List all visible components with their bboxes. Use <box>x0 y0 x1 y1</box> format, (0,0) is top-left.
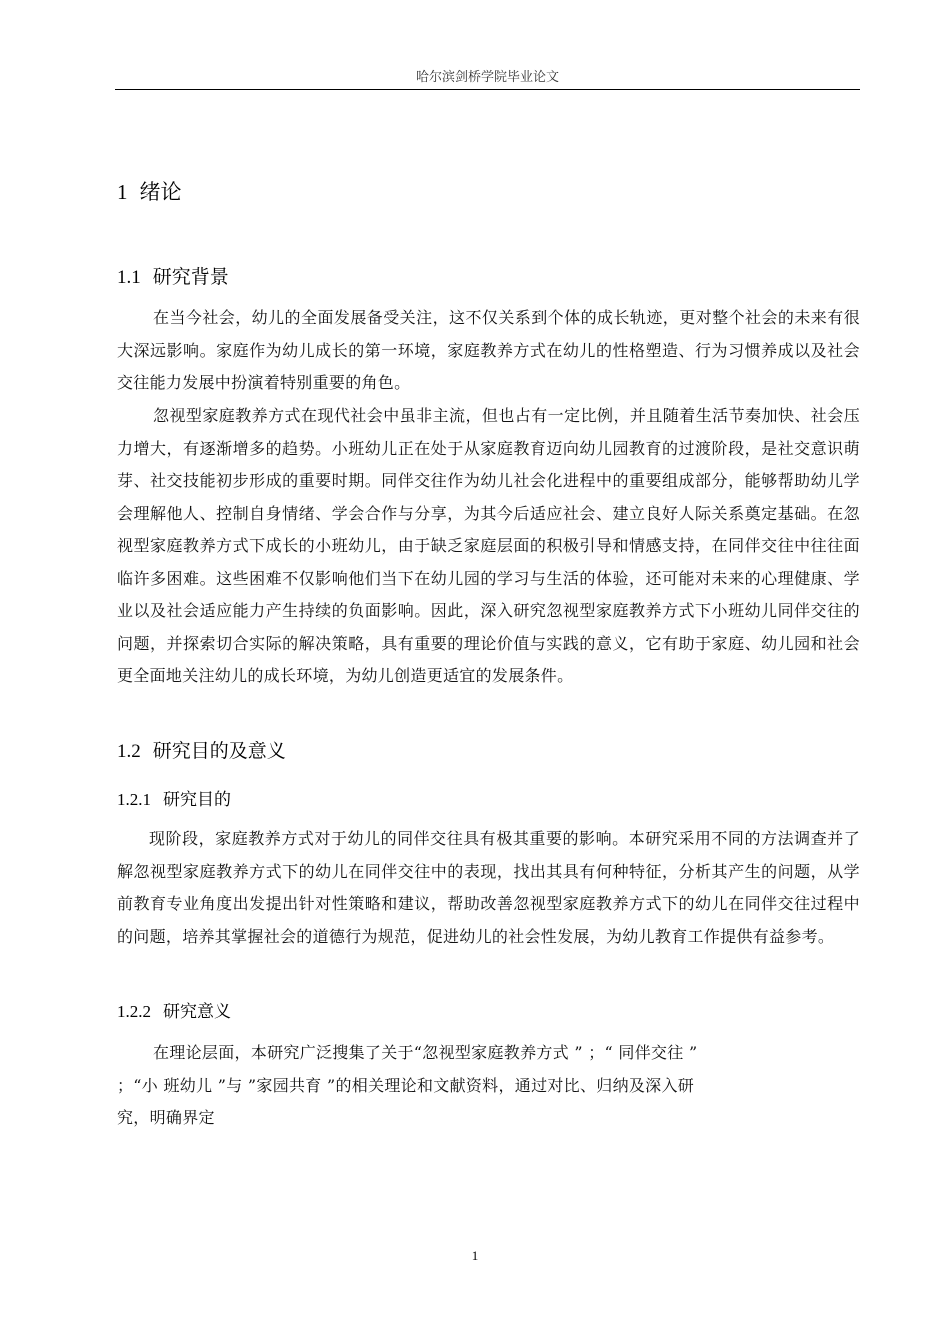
subsection-heading-1-2-1 <box>117 785 231 810</box>
running-header: 哈尔滨剑桥学院毕业论文 <box>415 70 559 85</box>
chapter-number: 1 <box>117 180 128 204</box>
significance-line-2: ；“小 班幼儿 ”与 ”家园共育 ”的相关理论和文献资料，通过对比、归纳及深入研 <box>117 1075 695 1095</box>
subsection-title: 研究目的 <box>163 790 231 810</box>
section-number: 1.2 <box>117 741 141 762</box>
section-title: 研究目的及意义 <box>152 740 286 762</box>
paragraph-purpose: 现阶段，家庭教养方式对于幼儿的同伴交往具有极其重要的影响。本研究采用不同的方法调查并了解忽视型家庭教养方式下的幼儿在同伴交往中的表现，找出其具有何种特征，分析其产生的问题，从学前教育专业角度出发提出针对性策略和建议，帮助改善忽视型家庭教养方式下的幼儿在同伴交往过程中的问题，培养其掌握社会的道德行为规范，促进幼儿的社会性发展，为幼儿教育工作提供有益参考。 <box>117 829 860 946</box>
header-divider <box>115 89 860 90</box>
paragraph-significance <box>117 1037 860 1135</box>
subsection-number: 1.2.2 <box>117 1002 151 1021</box>
subsection-number: 1.2.1 <box>117 790 151 809</box>
section-number: 1.1 <box>117 267 141 288</box>
significance-line-1: 在理论层面，本研究广泛搜集了关于“忽视型家庭教养方式 ” ；“ 同伴交往 ” <box>153 1043 698 1062</box>
subsection-title: 研究意义 <box>163 1002 231 1022</box>
paragraph-background-1: 在当今社会，幼儿的全面发展备受关注，这不仅关系到个体的成长轨迹，更对整个社会的未来有很大深远影响。家庭作为幼儿成长的第一环境，家庭教养方式在幼儿的性格塑造、行为习惯养成以及社会交往能力发展中扮演着特别重要的角色。 <box>117 308 860 392</box>
paragraph-background-2: 忽视型家庭教养方式在现代社会中虽非主流，但也占有一定比例，并且随着生活节奏加快、社会压力增大，有逐渐增多的趋势。小班幼儿正在处于从家庭教育迈向幼儿园教育的过渡阶段，是社交意识萌芽、社交技能初步形成的重要时期。同伴交往作为幼儿社会化进程中的重要组成部分，能够帮助幼儿学会理解他人、控制自身情绪、学会合作与分享，为其今后适应社会、建立良好人际关系奠定基础。在忽视型家庭教养方式下成长的小班幼儿，由于缺乏家庭层面的积极引导和情感支持，在同伴交往中往往面临许多困难。这些困难不仅影响他们当下在幼儿园的学习与生活的体验，还可能对未来的心理健康、学业以及社会适应能力产生持续的负面影响。因此，深入研究忽视型家庭教养方式下小班幼儿同伴交往的问题，并探索切合实际的解决策略，具有重要的理论价值与实践的意义，它有助于家庭、幼儿园和社会更全面地关注幼儿的成长环境，为幼儿创造更适宜的发展条件。 <box>117 406 860 685</box>
section-heading-1-2 <box>117 736 286 763</box>
page-number: 1 <box>471 1248 479 1263</box>
section-heading-1-1 <box>117 262 229 289</box>
subsection-heading-1-2-2 <box>117 997 231 1022</box>
section-title: 研究背景 <box>152 266 229 288</box>
chapter-title: 绪论 <box>139 180 182 204</box>
chapter-heading <box>117 176 182 206</box>
significance-line-3: 究，明确界定 <box>117 1108 215 1127</box>
